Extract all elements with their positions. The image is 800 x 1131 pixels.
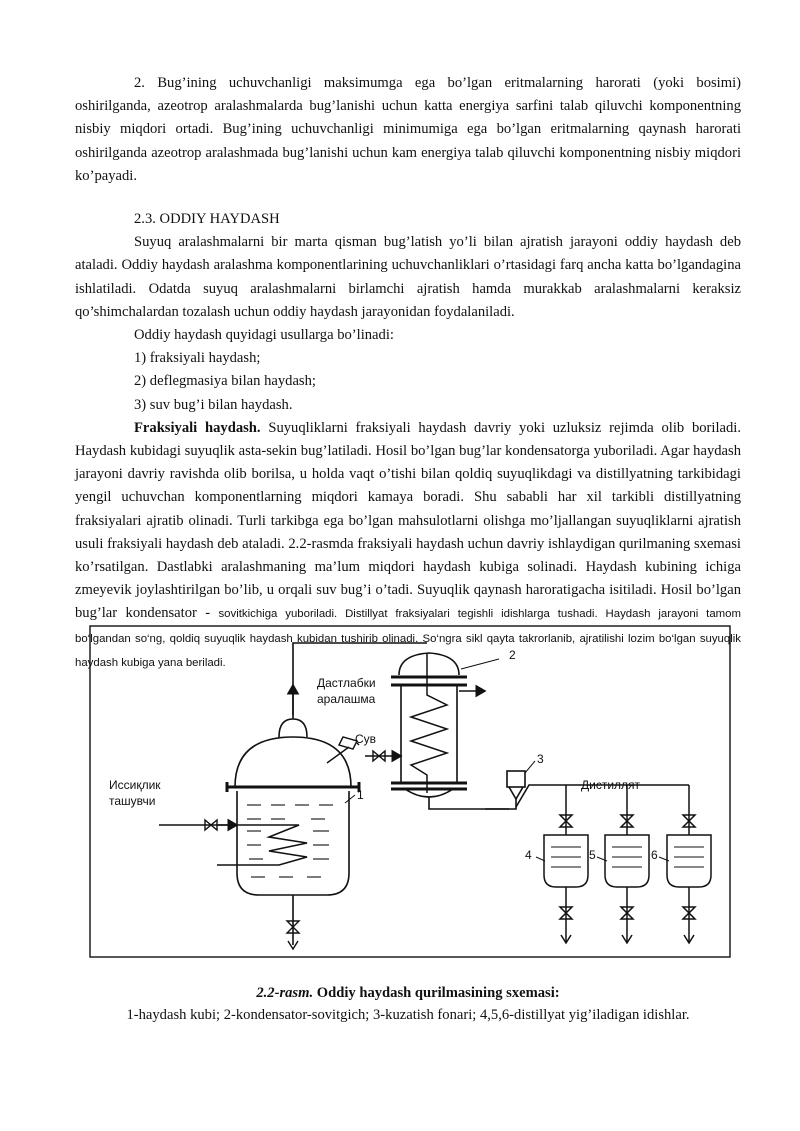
fraction-tail: sovitkichiga yuboriladi. Distillyat fraksiyalari tegishli idishlarga tushadi. Haydash jarayoni tamom bo‘lgandan so‘ng, qoldiq suyuqlik haydash kubidan tushirib olinadi. So‘ngra sikl qayta takrorlanib, ajratilishi lozim bo‘lgan suyuqlik haydash kubiga yana beriladi. (75, 608, 741, 669)
sight-glass (507, 771, 525, 807)
body-text (75, 72, 741, 675)
method-item: 2) deflegmasiya bilan haydash; (134, 373, 316, 390)
receiver-vessels (544, 785, 711, 943)
label-6: 6 (651, 848, 658, 862)
label-4: 4 (525, 848, 532, 862)
still-vessel (217, 719, 359, 895)
caption-title: 2.2-rasm. Oddiy haydash qurilmasining sxemasi: (256, 985, 560, 1001)
label-1: 1 (357, 788, 364, 802)
label-3: 3 (537, 752, 544, 766)
caption-number: 2.2-rasm. (256, 985, 314, 1001)
section-heading: 2.3. ODDIY HAYDASH (134, 211, 280, 228)
label-2: 2 (509, 648, 516, 662)
condenser (391, 653, 467, 797)
distillate-label: Дистиллят (581, 778, 641, 792)
label-5: 5 (589, 848, 596, 862)
heat-carrier-label: ташувчи (109, 794, 156, 808)
methods-intro: Oddiy haydash quyidagi usullarga bo’linadi: (134, 327, 394, 344)
fraction-body: Suyuqliklarni fraksiyali haydash davriy yoki uzluksiz rejimda olib boriladi. Haydash kubidagi suyuqlik asta-sekin bug’latiladi. Hosil bo’lgan bug’lar kondensatorga yuboriladi. Agar haydash jarayoni davriy ravishda olib borilsa, u holda vaqt o’tishi bilan qoldiq suyuqlikdagi va distillyatning tarkibidagi yengil uchuvchan komponentlarning miqdori kamaya boradi. Shu sababli har xil tarkibli distillyatning fraksiyalari ajratib olinadi. Turli tarkibga ega bo’lgan mahsulotlarni olishga mo’ljallangan suyuqliklarni ajratish usuli fraksiyali haydash deb ataladi. 2.2-rasmda fraksiyali haydash uchun davriy ishlaydigan qurilmaning sxemasi ko’rsatilgan. Dastlabki aralashmaning ma’lum miqdori haydash kubiga solinadi. Haydash kubining ichiga zmeyevik joylashtirilgan bo’lib, u orqali suv bug’i o’tadi. Suyuqlik qaynash haroratigacha isitiladi. Hosil bo’lgan bug’lar kondensator - (75, 419, 741, 622)
method-item: 1) fraksiyali haydash; (134, 350, 261, 367)
caption-legend: 1-haydash kubi; 2-kondensator-sovitgich; 3-kuzatish fonari; 4,5,6-distillyat yig’iladigan idishlar. (126, 1007, 690, 1023)
feed-label: аралашма (317, 692, 376, 706)
fraction-title: Fraksiyali haydash. (134, 419, 261, 436)
feed-label: Дастлабки (317, 676, 376, 690)
intro-paragraph: Suyuq aralashmalarni bir marta qisman bug’latish yo’li bilan ajratish jarayoni oddiy haydash deb ataladi. Oddiy haydash aralashma komponentlarining uchuvchanliklari o’rtasidagi farq ancha katta bo’lgandagina ishlatiladi. Odatda suyuq aralashmalarni birlamchi ajratish hamda murakkab aralashmalarni keraksiz qo’shimchalardan tozalash uchun oddiy haydash jarayonidan foydalaniladi. (75, 234, 741, 320)
distillation-diagram (89, 625, 731, 958)
water-label: Сув (355, 732, 377, 746)
figure-caption (75, 982, 741, 1026)
method-item: 3) suv bug’i bilan haydash. (134, 396, 293, 413)
paragraph-2: 2. Bug’ining uchuvchanligi maksimumga ega bo’lgan eritmalarning harorati (yoki bosimi) oshirilganda, azeotrop aralashmalarda bug’lanishi uchun katta energiya sarfini talab qiluvchi komponentning nisbiy miqdori ortadi. Bug’ining uchuvchanligi minimumiga ega bo’lgan eritmalarning qaynash harorati oshirilganda azeotrop aralashmada bug’lanishi uchun kam energiya talab qiluvchi komponentning nisbiy miqdori ko’payadi. (75, 75, 741, 184)
heat-carrier-label: Иссиқлик (109, 778, 161, 792)
